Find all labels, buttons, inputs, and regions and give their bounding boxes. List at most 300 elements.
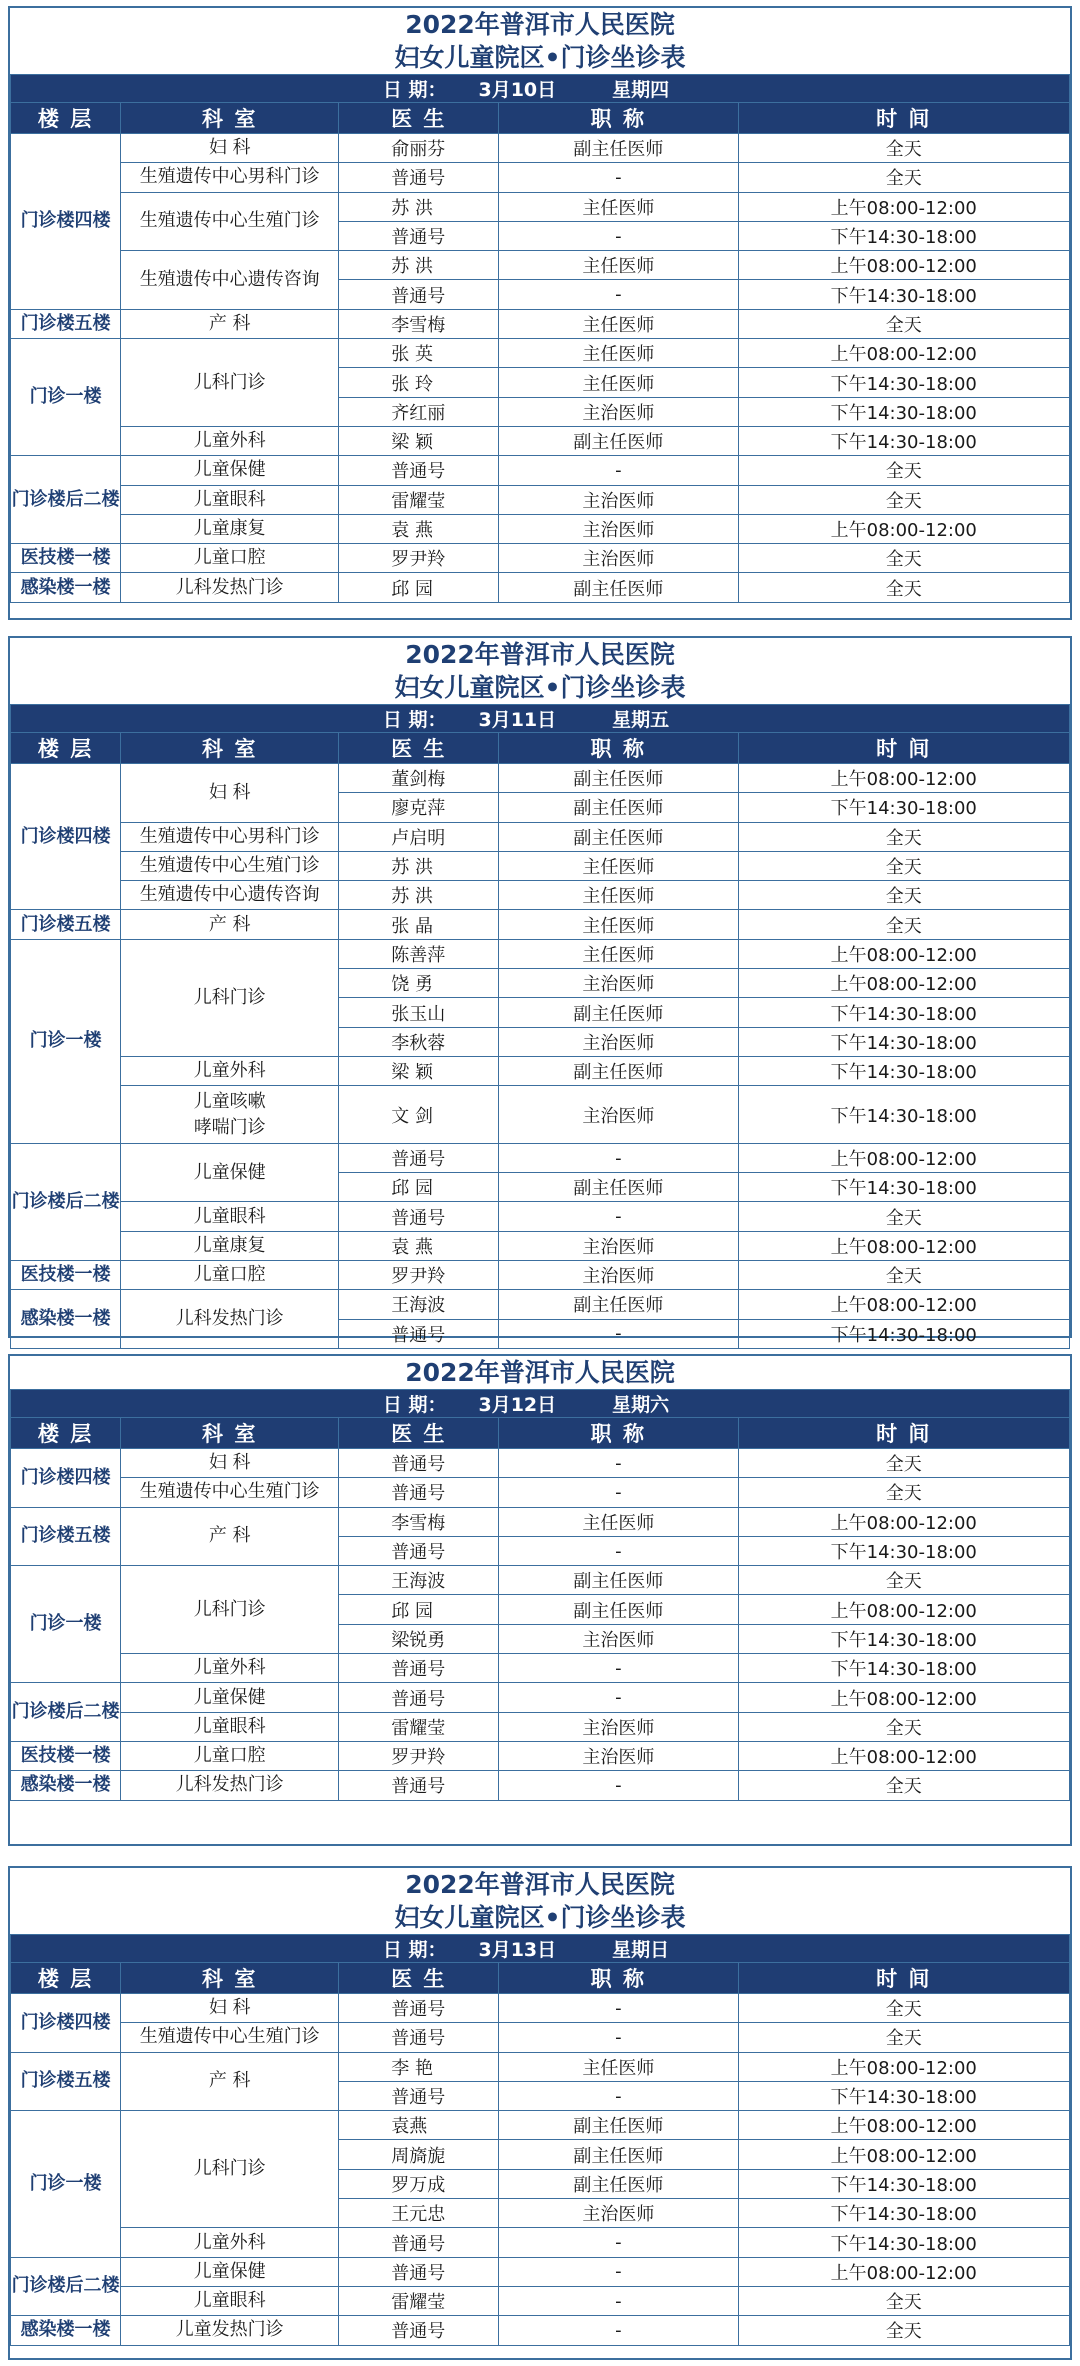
table-row	[11, 1202, 1070, 1231]
table-row	[11, 426, 1070, 455]
title-cell: 主治医师	[499, 1741, 738, 1770]
department-cell: 儿童口腔	[121, 1741, 339, 1770]
date-row	[11, 1390, 1070, 1418]
title-cell: 主治医师	[499, 485, 738, 514]
title-cell: 副主任医师	[499, 793, 738, 822]
time-cell: 上午08:00-12:00	[738, 2052, 1070, 2081]
floor-cell: 医技楼一楼	[11, 1261, 121, 1290]
doctor-cell: 普通号	[339, 221, 499, 250]
title-cell: -	[499, 2316, 738, 2345]
time-cell: 下午14:30-18:00	[738, 368, 1070, 397]
title-cell: -	[499, 1143, 738, 1172]
time-cell: 全天	[738, 822, 1070, 851]
date-label: 日 期：	[382, 1939, 447, 1961]
department-cell: 儿童口腔	[121, 1261, 339, 1290]
doctor-cell: 普通号	[339, 1683, 499, 1712]
doctor-cell: 罗尹羚	[339, 544, 499, 573]
time-cell: 全天	[738, 1261, 1070, 1290]
table-row	[11, 1261, 1070, 1290]
doctor-cell: 袁燕	[339, 2111, 499, 2140]
table-row	[11, 1086, 1070, 1144]
column-header: 楼 层	[11, 733, 121, 764]
date-cell	[11, 1390, 1070, 1418]
doctor-cell: 普通号	[339, 1143, 499, 1172]
table-row	[11, 1143, 1070, 1172]
doctor-cell: 普通号	[339, 1478, 499, 1507]
schedule-block	[8, 6, 1072, 620]
floor-cell: 门诊楼四楼	[11, 1994, 121, 2053]
table-row	[11, 1712, 1070, 1741]
title-cell: -	[499, 456, 738, 485]
title-cell: -	[499, 1449, 738, 1478]
column-header: 楼 层	[11, 103, 121, 134]
table-row	[11, 764, 1070, 793]
table-row	[11, 2286, 1070, 2315]
department-cell: 生殖遗传中心生殖门诊	[121, 2023, 339, 2052]
time-cell: 上午08:00-12:00	[738, 514, 1070, 543]
table-row	[11, 485, 1070, 514]
title-cell: 副主任医师	[499, 1595, 738, 1624]
time-cell: 全天	[738, 1566, 1070, 1595]
time-cell: 上午08:00-12:00	[738, 251, 1070, 280]
schedule-title: 2022年普洱市人民医院	[405, 640, 675, 669]
doctor-cell: 李秋蓉	[339, 1027, 499, 1056]
table-row	[11, 456, 1070, 485]
time-cell: 全天	[738, 1771, 1070, 1800]
title-cell: 主治医师	[499, 1261, 738, 1290]
floor-cell: 门诊楼后二楼	[11, 1683, 121, 1742]
department-cell: 儿童眼科	[121, 1202, 339, 1231]
title-cell: 主任医师	[499, 851, 738, 880]
doctor-cell: 邱 园	[339, 1595, 499, 1624]
date-value: 3月10日	[478, 79, 557, 101]
time-cell: 下午14:30-18:00	[738, 280, 1070, 309]
doctor-cell: 普通号	[339, 1449, 499, 1478]
doctor-cell: 李 艳	[339, 2052, 499, 2081]
table-row	[11, 2257, 1070, 2286]
time-cell: 上午08:00-12:00	[738, 1683, 1070, 1712]
title-cell: -	[499, 2257, 738, 2286]
title-cell: 副主任医师	[499, 426, 738, 455]
title-cell: 主治医师	[499, 1624, 738, 1653]
floor-cell: 门诊楼五楼	[11, 309, 121, 338]
date-row	[11, 75, 1070, 103]
time-cell: 下午14:30-18:00	[738, 2199, 1070, 2228]
table-row	[11, 2052, 1070, 2081]
time-cell: 下午14:30-18:00	[738, 397, 1070, 426]
date-cell	[11, 75, 1070, 103]
header-row	[11, 103, 1070, 134]
table-row	[11, 514, 1070, 543]
title-cell: -	[499, 1202, 738, 1231]
doctor-cell: 周旖旎	[339, 2140, 499, 2169]
time-cell: 下午14:30-18:00	[738, 2081, 1070, 2110]
department-cell: 儿童外科	[121, 1654, 339, 1683]
doctor-cell: 卢启明	[339, 822, 499, 851]
doctor-cell: 普通号	[339, 1202, 499, 1231]
title-cell: -	[499, 1771, 738, 1800]
table-row	[11, 2111, 1070, 2140]
title-cell: -	[499, 2023, 738, 2052]
time-cell: 上午08:00-12:00	[738, 1290, 1070, 1319]
table-row	[11, 1683, 1070, 1712]
column-header: 楼 层	[11, 1963, 121, 1994]
time-cell: 上午08:00-12:00	[738, 1231, 1070, 1260]
table-row	[11, 1449, 1070, 1478]
schedule-block	[8, 636, 1072, 1346]
floor-cell: 门诊一楼	[11, 2111, 121, 2257]
doctor-cell: 王海波	[339, 1290, 499, 1319]
time-cell: 全天	[738, 134, 1070, 163]
schedule-title: 妇女儿童院区•门诊坐诊表	[394, 1903, 686, 1932]
time-cell: 上午08:00-12:00	[738, 1595, 1070, 1624]
doctor-cell: 梁 颖	[339, 1056, 499, 1085]
time-cell: 下午14:30-18:00	[738, 1056, 1070, 1085]
department-cell: 儿童保健	[121, 1683, 339, 1712]
schedule-title: 2022年普洱市人民医院	[405, 1870, 675, 1899]
schedule-title: 2022年普洱市人民医院	[405, 1358, 675, 1387]
doctor-cell: 雷耀莹	[339, 2286, 499, 2315]
department-cell: 儿科发热门诊	[121, 573, 339, 602]
table-row	[11, 851, 1070, 880]
time-cell: 下午14:30-18:00	[738, 426, 1070, 455]
department-cell: 儿科发热门诊	[121, 1771, 339, 1800]
department-cell: 儿童眼科	[121, 1712, 339, 1741]
doctor-cell: 邱 园	[339, 1173, 499, 1202]
column-header: 时 间	[738, 103, 1070, 134]
doctor-cell: 王元忠	[339, 2199, 499, 2228]
doctor-cell: 董剑梅	[339, 764, 499, 793]
department-cell: 儿童保健	[121, 2257, 339, 2286]
column-header: 时 间	[738, 733, 1070, 764]
column-header: 科 室	[121, 1418, 339, 1449]
department-cell: 妇 科	[121, 134, 339, 163]
schedule-title: 妇女儿童院区•门诊坐诊表	[394, 673, 686, 702]
column-header: 医 生	[339, 103, 499, 134]
title-cell: 主任医师	[499, 910, 738, 939]
table-row	[11, 1056, 1070, 1085]
header-row	[11, 733, 1070, 764]
title-cell: -	[499, 1478, 738, 1507]
title-cell: 主任医师	[499, 192, 738, 221]
doctor-cell: 邱 园	[339, 573, 499, 602]
doctor-cell: 苏 洪	[339, 251, 499, 280]
table-row	[11, 309, 1070, 338]
title-cell: -	[499, 2081, 738, 2110]
time-cell: 上午08:00-12:00	[738, 1741, 1070, 1770]
weekday-value: 星期四	[612, 79, 670, 101]
table-row	[11, 1290, 1070, 1319]
department-cell: 儿童眼科	[121, 2286, 339, 2315]
table-row	[11, 1741, 1070, 1770]
title-cell: -	[499, 2286, 738, 2315]
doctor-cell: 普通号	[339, 1994, 499, 2023]
floor-cell: 门诊楼五楼	[11, 2052, 121, 2111]
doctor-cell: 罗尹羚	[339, 1741, 499, 1770]
schedule-table	[10, 74, 1070, 603]
department-cell: 儿童外科	[121, 426, 339, 455]
time-cell: 全天	[738, 1712, 1070, 1741]
title-cell: 主治医师	[499, 1712, 738, 1741]
title-cell: -	[499, 2228, 738, 2257]
doctor-cell: 廖克萍	[339, 793, 499, 822]
table-row	[11, 1994, 1070, 2023]
department-cell: 儿童康复	[121, 514, 339, 543]
time-cell: 全天	[738, 2316, 1070, 2345]
title-cell: 主任医师	[499, 1507, 738, 1536]
title-cell: 副主任医师	[499, 1290, 738, 1319]
doctor-cell: 梁 颖	[339, 426, 499, 455]
table-row	[11, 1231, 1070, 1260]
time-cell: 上午08:00-12:00	[738, 192, 1070, 221]
date-row	[11, 705, 1070, 733]
time-cell: 全天	[738, 2023, 1070, 2052]
department-cell: 儿科门诊	[121, 339, 339, 427]
doctor-cell: 普通号	[339, 2257, 499, 2286]
time-cell: 全天	[738, 851, 1070, 880]
title-cell: 副主任医师	[499, 822, 738, 851]
floor-cell: 门诊一楼	[11, 339, 121, 456]
time-cell: 上午08:00-12:00	[738, 1507, 1070, 1536]
column-header: 职 称	[499, 1963, 738, 1994]
time-cell: 全天	[738, 2286, 1070, 2315]
doctor-cell: 张 英	[339, 339, 499, 368]
column-header: 职 称	[499, 103, 738, 134]
title-cell: 副主任医师	[499, 573, 738, 602]
table-row	[11, 2023, 1070, 2052]
title-cell: 主治医师	[499, 397, 738, 426]
time-cell: 下午14:30-18:00	[738, 221, 1070, 250]
department-cell: 儿童发热门诊	[121, 2316, 339, 2345]
title-cell: 主任医师	[499, 339, 738, 368]
floor-cell: 感染楼一楼	[11, 1290, 121, 1349]
header-row	[11, 1418, 1070, 1449]
doctor-cell: 齐红丽	[339, 397, 499, 426]
department-cell: 儿童咳嗽 哮喘门诊	[121, 1086, 339, 1144]
column-header: 医 生	[339, 733, 499, 764]
title-cell: -	[499, 163, 738, 192]
floor-cell: 医技楼一楼	[11, 1741, 121, 1770]
column-header: 科 室	[121, 733, 339, 764]
time-cell: 上午08:00-12:00	[738, 2140, 1070, 2169]
title-cell: -	[499, 280, 738, 309]
department-cell: 生殖遗传中心男科门诊	[121, 163, 339, 192]
date-label: 日 期：	[382, 79, 447, 101]
department-cell: 妇 科	[121, 1994, 339, 2023]
department-cell: 妇 科	[121, 1449, 339, 1478]
title-cell: 主任医师	[499, 309, 738, 338]
doctor-cell: 普通号	[339, 1319, 499, 1348]
floor-cell: 门诊楼后二楼	[11, 2257, 121, 2316]
department-cell: 生殖遗传中心生殖门诊	[121, 192, 339, 251]
floor-cell: 门诊一楼	[11, 1566, 121, 1683]
table-row	[11, 2228, 1070, 2257]
department-cell: 产 科	[121, 2052, 339, 2111]
department-cell: 儿童保健	[121, 456, 339, 485]
doctor-cell: 苏 洪	[339, 851, 499, 880]
column-header: 职 称	[499, 733, 738, 764]
table-row	[11, 163, 1070, 192]
time-cell: 全天	[738, 1478, 1070, 1507]
time-cell: 上午08:00-12:00	[738, 764, 1070, 793]
time-cell: 全天	[738, 1202, 1070, 1231]
department-cell: 生殖遗传中心遗传咨询	[121, 881, 339, 910]
title-cell: 副主任医师	[499, 134, 738, 163]
time-cell: 全天	[738, 881, 1070, 910]
floor-cell: 门诊楼五楼	[11, 1507, 121, 1566]
title-cell: 副主任医师	[499, 1173, 738, 1202]
time-cell: 全天	[738, 544, 1070, 573]
title-cell: 副主任医师	[499, 764, 738, 793]
title-cell: 副主任医师	[499, 2140, 738, 2169]
floor-cell: 门诊楼后二楼	[11, 1143, 121, 1260]
title-cell: 副主任医师	[499, 1566, 738, 1595]
doctor-cell: 李雪梅	[339, 1507, 499, 1536]
column-header: 时 间	[738, 1418, 1070, 1449]
doctor-cell: 苏 洪	[339, 881, 499, 910]
floor-cell: 门诊楼四楼	[11, 134, 121, 310]
table-row	[11, 881, 1070, 910]
schedule-title: 2022年普洱市人民医院	[405, 10, 675, 39]
table-row	[11, 1771, 1070, 1800]
date-cell	[11, 705, 1070, 733]
floor-cell: 医技楼一楼	[11, 544, 121, 573]
time-cell: 上午08:00-12:00	[738, 939, 1070, 968]
title-cell: 主治医师	[499, 969, 738, 998]
table-row	[11, 939, 1070, 968]
department-cell: 产 科	[121, 1507, 339, 1566]
time-cell: 下午14:30-18:00	[738, 1173, 1070, 1202]
time-cell: 上午08:00-12:00	[738, 2257, 1070, 2286]
department-cell: 儿科发热门诊	[121, 1290, 339, 1349]
department-cell: 产 科	[121, 910, 339, 939]
doctor-cell: 苏 洪	[339, 192, 499, 221]
time-cell: 下午14:30-18:00	[738, 998, 1070, 1027]
table-row	[11, 910, 1070, 939]
time-cell: 上午08:00-12:00	[738, 1143, 1070, 1172]
department-cell: 生殖遗传中心生殖门诊	[121, 1478, 339, 1507]
time-cell: 下午14:30-18:00	[738, 1654, 1070, 1683]
floor-cell: 感染楼一楼	[11, 2316, 121, 2345]
time-cell: 全天	[738, 163, 1070, 192]
doctor-cell: 罗万成	[339, 2169, 499, 2198]
title-cell: -	[499, 221, 738, 250]
floor-cell: 感染楼一楼	[11, 573, 121, 602]
table-row	[11, 822, 1070, 851]
floor-cell: 门诊楼五楼	[11, 910, 121, 939]
department-cell: 儿科门诊	[121, 2111, 339, 2228]
department-cell: 儿童外科	[121, 2228, 339, 2257]
schedule-table	[10, 1934, 1070, 2346]
column-header: 职 称	[499, 1418, 738, 1449]
title-cell: 主治医师	[499, 1027, 738, 1056]
doctor-cell: 普通号	[339, 2316, 499, 2345]
column-header: 楼 层	[11, 1418, 121, 1449]
time-cell: 上午08:00-12:00	[738, 969, 1070, 998]
schedule-block	[8, 1354, 1072, 1846]
title-cell: 主任医师	[499, 368, 738, 397]
doctor-cell: 陈善萍	[339, 939, 499, 968]
doctor-cell: 张 玲	[339, 368, 499, 397]
weekday-value: 星期五	[612, 709, 670, 731]
doctor-cell: 雷耀莹	[339, 1712, 499, 1741]
doctor-cell: 张 晶	[339, 910, 499, 939]
doctor-cell: 文 剑	[339, 1086, 499, 1144]
weekday-value: 星期日	[612, 1939, 670, 1961]
table-row	[11, 1654, 1070, 1683]
header-row	[11, 1963, 1070, 1994]
time-cell: 下午14:30-18:00	[738, 2228, 1070, 2257]
floor-cell: 感染楼一楼	[11, 1771, 121, 1800]
title-cell: -	[499, 1683, 738, 1712]
schedule-table	[10, 1389, 1070, 1801]
table-row	[11, 544, 1070, 573]
doctor-cell: 袁 燕	[339, 514, 499, 543]
doctor-cell: 普通号	[339, 1536, 499, 1565]
table-row	[11, 134, 1070, 163]
floor-cell: 门诊楼四楼	[11, 1449, 121, 1508]
table-row	[11, 573, 1070, 602]
department-cell: 儿童口腔	[121, 544, 339, 573]
department-cell: 儿童康复	[121, 1231, 339, 1260]
column-header: 科 室	[121, 1963, 339, 1994]
department-cell: 儿童眼科	[121, 485, 339, 514]
date-value: 3月13日	[478, 1939, 557, 1961]
date-row	[11, 1935, 1070, 1963]
column-header: 时 间	[738, 1963, 1070, 1994]
time-cell: 全天	[738, 309, 1070, 338]
date-label: 日 期：	[382, 709, 447, 731]
title-cell: -	[499, 1319, 738, 1348]
doctor-cell: 俞丽芬	[339, 134, 499, 163]
table-row	[11, 192, 1070, 221]
department-cell: 妇 科	[121, 764, 339, 823]
date-value: 3月12日	[478, 1394, 557, 1416]
title-cell: 主任医师	[499, 881, 738, 910]
date-label: 日 期：	[382, 1394, 447, 1416]
title-cell: 主任医师	[499, 939, 738, 968]
time-cell: 下午14:30-18:00	[738, 793, 1070, 822]
doctor-cell: 罗尹羚	[339, 1261, 499, 1290]
time-cell: 上午08:00-12:00	[738, 2111, 1070, 2140]
title-cell: 主治医师	[499, 1086, 738, 1144]
time-cell: 全天	[738, 1994, 1070, 2023]
department-cell: 儿童外科	[121, 1056, 339, 1085]
department-cell: 儿科门诊	[121, 1566, 339, 1654]
date-cell	[11, 1935, 1070, 1963]
title-cell: 主治医师	[499, 544, 738, 573]
title-cell: -	[499, 1994, 738, 2023]
time-cell: 全天	[738, 456, 1070, 485]
doctor-cell: 张玉山	[339, 998, 499, 1027]
title-cell: 主治医师	[499, 514, 738, 543]
title-cell: 副主任医师	[499, 2111, 738, 2140]
department-cell: 生殖遗传中心生殖门诊	[121, 851, 339, 880]
doctor-cell: 李雪梅	[339, 309, 499, 338]
doctor-cell: 饶 勇	[339, 969, 499, 998]
time-cell: 下午14:30-18:00	[738, 1027, 1070, 1056]
time-cell: 全天	[738, 573, 1070, 602]
title-cell: -	[499, 1654, 738, 1683]
column-header: 医 生	[339, 1963, 499, 1994]
schedule-title: 妇女儿童院区•门诊坐诊表	[394, 43, 686, 72]
title-cell: 主任医师	[499, 2052, 738, 2081]
title-cell: 主治医师	[499, 1231, 738, 1260]
time-cell: 下午14:30-18:00	[738, 1536, 1070, 1565]
time-cell: 全天	[738, 1449, 1070, 1478]
department-cell: 儿科门诊	[121, 939, 339, 1056]
doctor-cell: 普通号	[339, 2023, 499, 2052]
